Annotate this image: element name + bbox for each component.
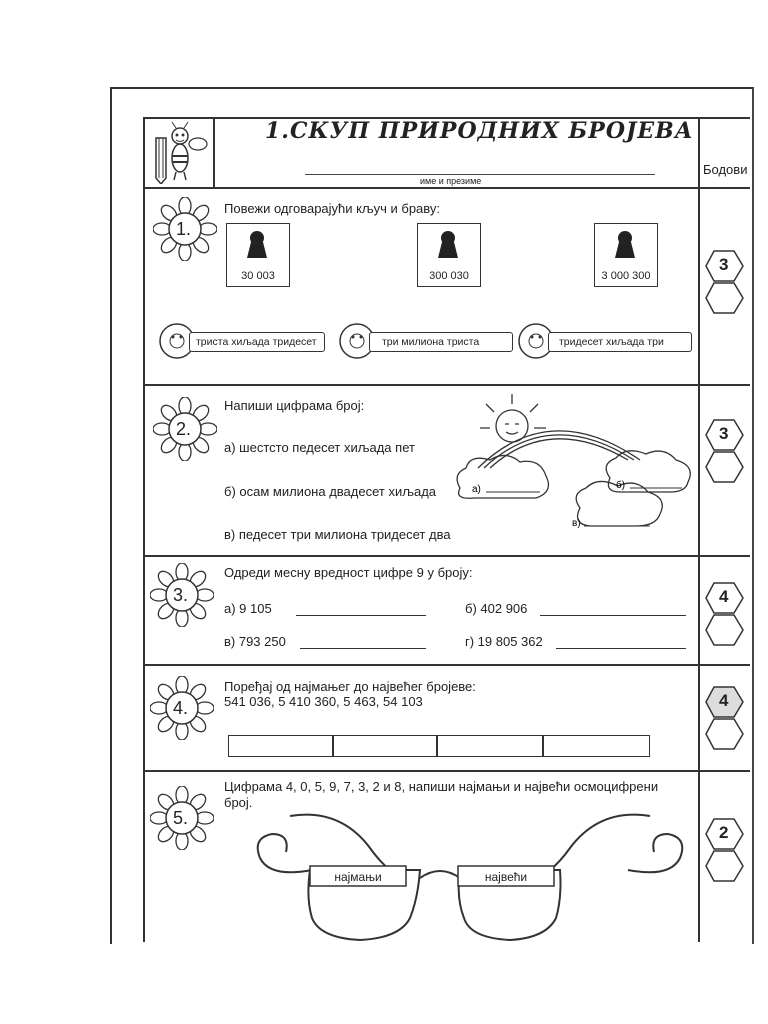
task-1-points: 3 bbox=[719, 255, 729, 274]
task-3-prompt: Одреди месну вредност цифре 9 у броју: bbox=[224, 565, 473, 580]
answer-cell[interactable] bbox=[332, 735, 438, 757]
name-underline bbox=[305, 174, 655, 175]
answer-cell[interactable] bbox=[436, 735, 544, 757]
task-3-item-d: г) 19 805 362 bbox=[465, 634, 543, 649]
answer-cell[interactable] bbox=[542, 735, 650, 757]
keyhole-icon bbox=[613, 230, 637, 260]
answer-line bbox=[296, 615, 426, 616]
task-2-points: 3 bbox=[719, 424, 729, 443]
bee-pencil-icon bbox=[150, 120, 210, 184]
row-divider-4 bbox=[143, 664, 750, 666]
row-divider-1 bbox=[143, 187, 750, 189]
task-3-item-b: б) 402 906 bbox=[465, 601, 528, 616]
key-2-label: три милиона триста bbox=[369, 332, 513, 352]
header-left-line bbox=[143, 117, 145, 187]
row-divider-2 bbox=[143, 384, 750, 386]
tasks-left-line bbox=[143, 187, 145, 942]
row-divider-3 bbox=[143, 555, 750, 557]
task-3-item-c: в) 793 250 bbox=[224, 634, 286, 649]
cloud-label-b: б) bbox=[616, 480, 626, 491]
task-2-item-a: а) шестсто педесет хиљада пет bbox=[224, 440, 415, 455]
task-3-points: 4 bbox=[719, 587, 729, 606]
lock-1-value: 30 003 bbox=[241, 270, 275, 282]
task-4-prompt: Поређај од најмањег до највећег бројеве: bbox=[224, 679, 476, 694]
key-3-label: тридесет хиљада три bbox=[548, 332, 692, 352]
task-1-number: 1. bbox=[176, 219, 192, 239]
lock-3 bbox=[594, 223, 658, 287]
cloud-label-a: а) bbox=[472, 484, 481, 495]
key-1-label: триста хиљада тридесет bbox=[189, 332, 325, 352]
task-5-prompt: Цифрама 4, 0, 5, 9, 7, 3, 2 и 8, напиши најмањи и највећи осмоцифрени bbox=[224, 779, 659, 794]
lock-2 bbox=[417, 223, 481, 287]
label-smallest: најмањи bbox=[334, 870, 382, 884]
task-5-prompt-end: број. bbox=[224, 795, 253, 810]
task-2-prompt: Напиши цифрама број: bbox=[224, 398, 365, 413]
keyhole-icon bbox=[245, 230, 269, 260]
task-2-item-c: в) педесет три милиона тридесет два bbox=[224, 527, 451, 542]
task-3-number: 3. bbox=[173, 585, 189, 605]
points-column-divider bbox=[698, 117, 700, 942]
label-largest: највећи bbox=[484, 870, 528, 884]
row-divider-5 bbox=[143, 770, 750, 772]
header-divider bbox=[213, 117, 215, 187]
task-5-number: 5. bbox=[173, 808, 189, 828]
sun-rainbow-clouds-illustration bbox=[450, 388, 698, 553]
key-2 bbox=[337, 318, 480, 369]
lock-2-value: 300 030 bbox=[429, 270, 469, 282]
task-4-number: 4. bbox=[173, 698, 189, 718]
task-2-number: 2. bbox=[176, 419, 192, 439]
answer-cell[interactable] bbox=[228, 735, 334, 757]
task-2-item-b: б) осам милиона двадесет хиљада bbox=[224, 484, 437, 499]
cloud-label-c: в) bbox=[572, 518, 581, 529]
task-4-points: 4 bbox=[719, 691, 729, 710]
task-4-numbers: 541 036, 5 410 360, 5 463, 54 103 bbox=[224, 694, 423, 709]
task-5-points: 2 bbox=[719, 823, 729, 842]
keyhole-icon bbox=[436, 230, 460, 260]
answer-line bbox=[540, 615, 686, 616]
task-1-prompt: Повежи одговарајући кључ и браву: bbox=[224, 201, 441, 216]
name-label: име и презиме bbox=[420, 176, 482, 186]
task-3-item-a: а) 9 105 bbox=[224, 601, 272, 616]
key-3 bbox=[516, 318, 664, 369]
key-1 bbox=[157, 318, 317, 369]
page-title: 1.СКУП ПРИРОДНИХ БРОЈЕВА bbox=[265, 118, 694, 144]
answer-line bbox=[300, 648, 426, 649]
points-label: Бодови bbox=[703, 162, 748, 177]
lock-3-value: 3 000 300 bbox=[601, 270, 651, 282]
lock-1 bbox=[226, 223, 290, 287]
answer-line bbox=[556, 648, 686, 649]
